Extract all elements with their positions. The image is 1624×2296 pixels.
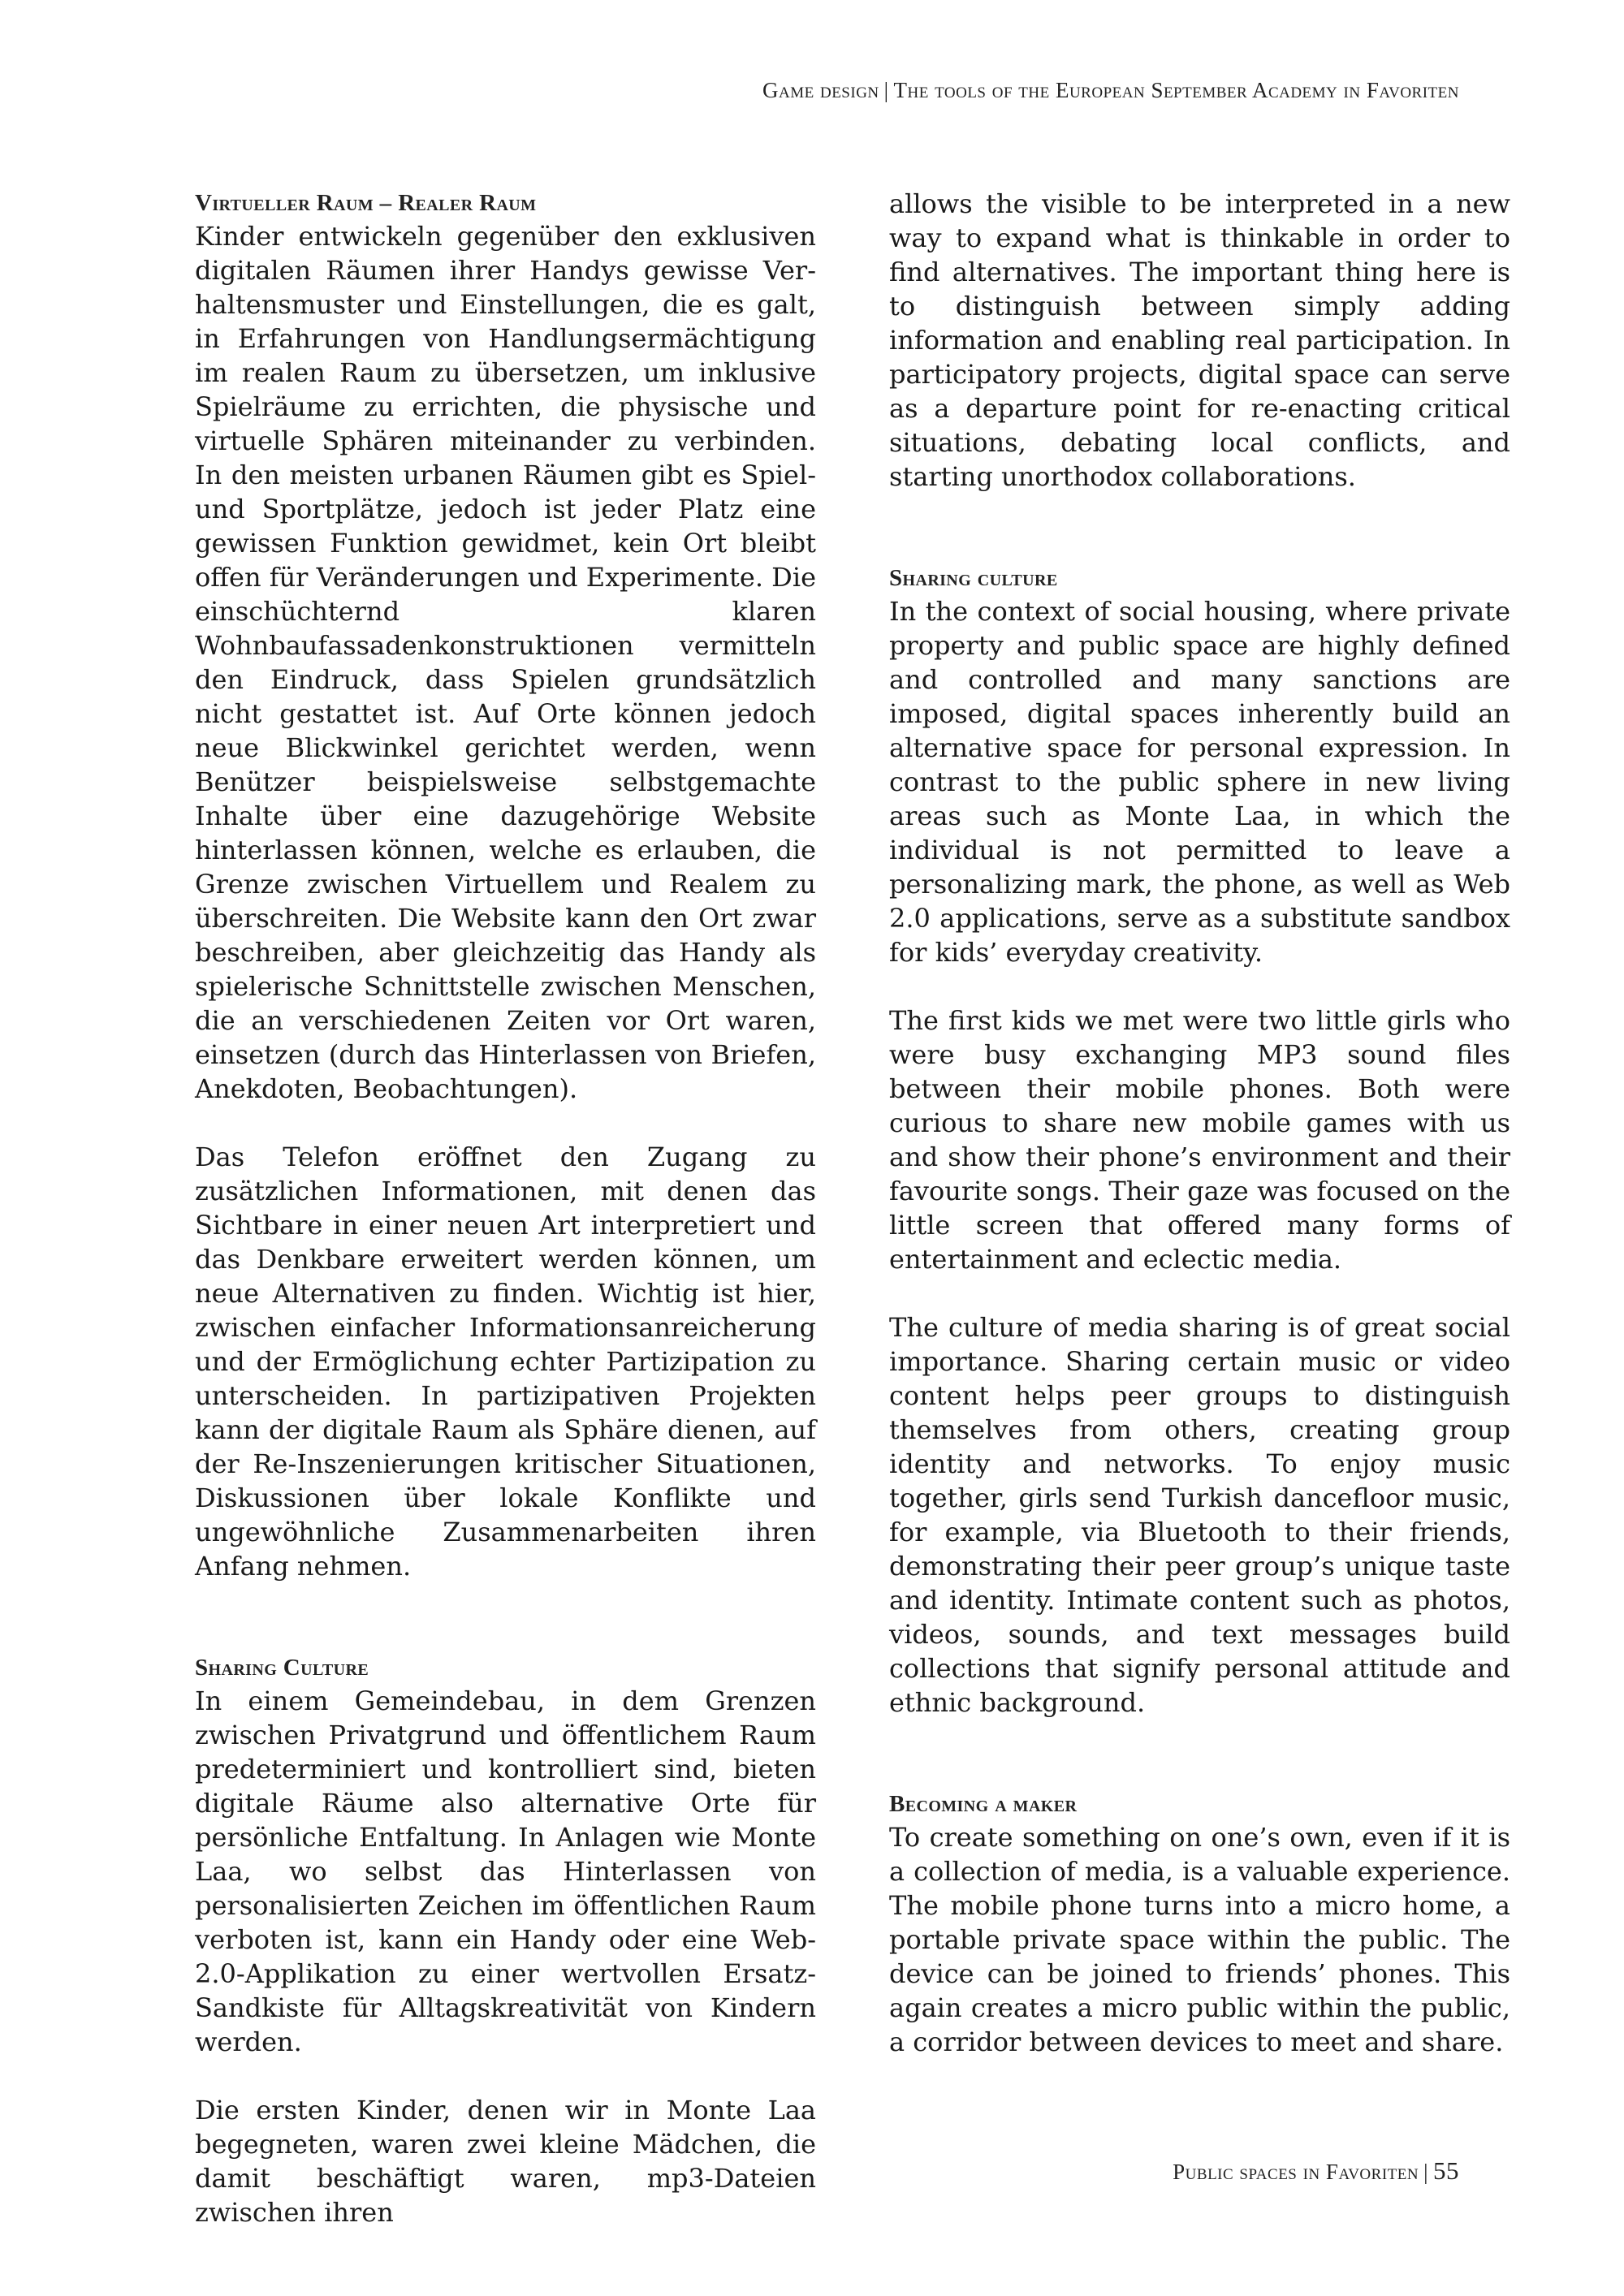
paragraph: Kinder entwickeln gegenüber den exklusiven digitalen Räumen ihrer Handys gewisse Verhaltensmuster und Einstellungen, die es galt, in Erfahrungen von Handlungsermächtigung im realen Raum zu übersetzen, um inklusive Spielräume zu errichten, die physische und virtuelle Sphären miteinander zu verbinden. In den meisten urbanen Räumen gibt es Spiel- und Sportplätze, jedoch ist jeder Platz eine gewissen Funktion gewidmet, kein Ort bleibt offen für Veränderungen und Experimente. Die einschüchternd klaren Wohnbaufassadenkonstruktionen vermitteln den Eindruck, dass Spielen grundsätzlich nicht gestattet ist. Auf Orte können jedoch neue Blickwinkel gerichtet werden, wenn Benützer beispielsweise selbstgemachte Inhalte über eine dazugehörige Website hinterlassen können, welche es erlauben, die Grenze zwischen Virtuellem und Realem zu überschreiten. Die Website kann den Ort zwar beschreiben, aber gleichzeitig das Handy als spielerische Schnittstelle zwischen Menschen, die an verschiedenen Zeiten vor Ort waren, einsetzen (durch das Hinterlassen von Briefen, Anekdoten, Beobachtungen). bbox=[195, 221, 816, 1104]
paragraph: Das Telefon eröffnet den Zugang zu zusätzlichen Informationen, mit denen das Sichtbare in einer neuen Art interpretiert und das Denkbare erweitert werden können, um neue Alternativen zu finden. Wichtig ist hier, zwischen einfacher Informationsanreicherung und der Ermöglichung echter Partizipation zu unterscheiden. In partizipativen Projekten kann der digitale Raum als Sphäre dienen, auf der Re-Inszenierungen kritischer Situationen, Diskussionen über lokale Konflikte und ungewöhnliche Zusammenarbeiten ihren Anfang nehmen. bbox=[195, 1142, 816, 1582]
section-heading-sharing-culture-en: Sharing culture bbox=[889, 565, 1058, 591]
paragraph: The first kids we met were two little girls who were busy exchanging MP3 sound files between their mobile phones. Both were curious to share new mobile games with us and show their phone’s environment and their favourite songs. Their gaze was focused on the little screen that offered many forms of entertainment and eclectic media. bbox=[889, 1005, 1510, 1275]
paragraph: The culture of media sharing is of great social importance. Sharing certain music or video content helps peer groups to distinguish themselves from others, creating group identity and networks. To enjoy music together, girls send Turkish dancefloor music, for example, via Bluetooth to their friends, demonstrating their peer group’s unique taste and identity. Intimate content such as photos, videos, sounds, and text messages build collections that signify personal attitude and ethnic background. bbox=[889, 1312, 1510, 1718]
header-section: Game design bbox=[762, 78, 879, 102]
header-separator: | bbox=[883, 78, 889, 102]
paragraph: allows the visible to be interpreted in a new way to expand what is thinkable in order to find alternatives. The important thing here is to distinguish between simply adding information and enabling real participation. In participatory projects, digital space can serve as a departure point for re-enacting critical situations, debating local conflicts, and starting unorthodox collaborations. bbox=[889, 188, 1510, 492]
section-heading-sharing-culture-de: Sharing Culture bbox=[195, 1655, 369, 1681]
footer-separator: | bbox=[1423, 2160, 1428, 2184]
running-footer bbox=[1173, 2156, 1459, 2186]
running-header bbox=[762, 78, 1459, 103]
paragraph: To create something on one’s own, even if it is a collection of media, is a valuable experience. The mobile phone turns into a micro home, a portable private space within the public. The device can be joined to friends’ phones. This again creates a micro public within the public, a corridor between devices to meet and share. bbox=[889, 1822, 1510, 2057]
paragraph: Die ersten Kinder, denen wir in Monte Laa begegneten, waren zwei kleine Mädchen, die damit beschäftigt waren, mp3-Dateien zwischen ihren bbox=[195, 2095, 816, 2228]
paragraph: In einem Gemeindebau, in dem Grenzen zwischen Privatgrund und öffentlichem Raum predeterminiert und kontrolliert sind, bieten digitale Räume also alternative Orte für persönliche Entfaltung. In Anlagen wie Monte Laa, wo selbst das Hinterlassen von personalisierten Zeichen im öffentlichen Raum verboten ist, kann ein Handy oder eine Web-2.0-Applikation zu einer wertvollen Ersatz-Sandkiste für Alltagskreativität von Kindern werden. bbox=[195, 1685, 816, 2057]
footer-label: Public spaces in Favoriten bbox=[1173, 2160, 1419, 2184]
page-number: 55 bbox=[1433, 2156, 1459, 2185]
section-heading-virtueller-raum: Virtueller Raum – Realer Raum bbox=[195, 190, 537, 216]
header-chapter-title: The tools of the European September Academy in Favoriten bbox=[893, 78, 1459, 102]
left-column bbox=[195, 187, 816, 2229]
right-column bbox=[889, 187, 1510, 2059]
paragraph: In the context of social housing, where private property and public space are highly defined and controlled and many sanctions are imposed, digital spaces inherently build an alternative space for personal expression. In contrast to the public sphere in new living areas such as Monte Laa, in which the individual is not permitted to leave a personalizing mark, the phone, as well as Web 2.0 applications, serve as a substitute sandbox for kids’ everyday creativity. bbox=[889, 596, 1510, 968]
section-heading-becoming-a-maker: Becoming a maker bbox=[889, 1791, 1078, 1817]
